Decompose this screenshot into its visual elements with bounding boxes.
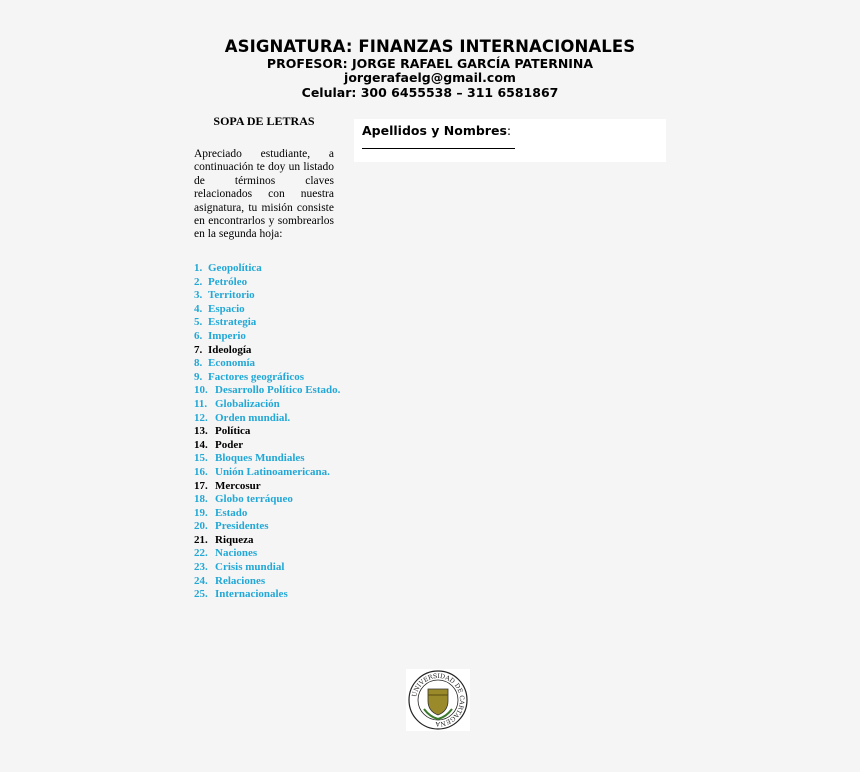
instructions-column — [194, 114, 334, 242]
term-text: Presidentes — [215, 520, 269, 533]
term-text: Mercosur — [215, 479, 261, 492]
name-box — [354, 119, 666, 162]
name-blank-line — [362, 148, 515, 149]
term-text: Geopolítica — [208, 262, 262, 274]
term-text: Globalización — [215, 397, 280, 410]
term-text: Imperio — [208, 329, 246, 342]
professor-line: PROFESOR: JORGE RAFAEL GARCÍA PATERNINA — [266, 56, 594, 71]
term-text: Espacio — [208, 302, 245, 315]
term-item — [194, 493, 354, 507]
section-title: SOPA DE LETRAS — [213, 114, 315, 128]
term-item — [194, 384, 354, 398]
term-number: 1. — [194, 262, 203, 274]
term-item — [194, 412, 354, 426]
term-text: Naciones — [215, 547, 258, 560]
document-title: ASIGNATURA: FINANZAS INTERNACIONALES — [224, 37, 636, 56]
term-item — [194, 262, 354, 276]
term-number: 18. — [194, 493, 208, 506]
term-number: 5. — [194, 316, 203, 329]
terms-list — [194, 262, 354, 602]
term-text: Estrategia — [208, 316, 257, 329]
term-number: 9. — [194, 370, 203, 383]
term-text: Factores geográficos — [208, 370, 305, 383]
term-item — [194, 547, 354, 561]
term-text: Territorio — [208, 289, 255, 302]
term-number: 20. — [194, 520, 208, 533]
term-text: Poder — [215, 438, 244, 451]
term-item — [194, 276, 354, 290]
term-item — [194, 520, 354, 534]
intro-paragraph: Apreciado estudiante, a continuación te doy un listado de términos claves relacionados con nuestra asignatura, tu misión consiste en encontrarlos y sombrearlos en la segunda hoja: — [194, 148, 334, 241]
term-item — [194, 289, 354, 303]
term-text: Petróleo — [208, 275, 248, 288]
phone-line: Celular: 300 6455538 – 311 6581867 — [301, 85, 559, 100]
term-item — [194, 357, 354, 371]
term-item — [194, 439, 354, 453]
term-text: Desarrollo Político Estado. — [215, 384, 341, 397]
term-item — [194, 561, 354, 575]
term-item — [194, 330, 354, 344]
term-number: 3. — [194, 289, 203, 302]
university-seal-icon — [406, 669, 470, 731]
term-text: Bloques Mundiales — [215, 452, 305, 465]
term-number: 12. — [194, 411, 208, 424]
term-item — [194, 466, 354, 480]
term-number: 23. — [194, 561, 208, 574]
term-text: Unión Latinoamericana. — [215, 465, 330, 478]
term-number: 4. — [194, 302, 203, 315]
term-number: 13. — [194, 425, 208, 438]
term-text: Crisis mundial — [215, 561, 285, 574]
term-text: Globo terráqueo — [215, 493, 293, 506]
term-text: Estado — [215, 506, 248, 519]
term-text: Orden mundial. — [215, 411, 291, 424]
term-number: 2. — [194, 275, 203, 288]
term-number: 17. — [194, 479, 208, 492]
term-item — [194, 371, 354, 385]
email-line: jorgerafaelg@gmail.com — [344, 70, 516, 85]
term-text: Internacionales — [215, 588, 288, 601]
term-item — [194, 316, 354, 330]
term-text: Ideología — [208, 343, 252, 356]
term-item — [194, 480, 354, 494]
term-number: 21. — [194, 533, 208, 546]
term-number: 15. — [194, 452, 208, 465]
term-text: Política — [215, 425, 251, 438]
university-seal — [406, 669, 470, 731]
term-item — [194, 534, 354, 548]
term-number: 14. — [194, 438, 208, 451]
term-text: Riqueza — [215, 533, 254, 546]
term-item — [194, 425, 354, 439]
name-label: Apellidos y Nombres: — [362, 123, 512, 138]
term-item — [194, 303, 354, 317]
term-number: 7. — [194, 343, 203, 356]
term-number: 19. — [194, 506, 208, 519]
term-number: 25. — [194, 588, 208, 601]
term-number: 24. — [194, 574, 208, 587]
term-number: 22. — [194, 547, 208, 560]
term-item — [194, 588, 354, 602]
term-item — [194, 452, 354, 466]
term-item — [194, 575, 354, 589]
term-text: Relaciones — [215, 574, 266, 587]
svg-text:UNIVERSIDAD DE CARTAGENA: UNIVERSIDAD DE CARTAGENA — [411, 672, 466, 728]
term-number: 10. — [194, 384, 208, 397]
term-text: Economía — [208, 357, 256, 370]
term-number: 8. — [194, 357, 203, 370]
term-item — [194, 344, 354, 358]
term-item — [194, 398, 354, 412]
term-number: 11. — [194, 397, 208, 410]
term-number: 6. — [194, 329, 203, 342]
term-item — [194, 507, 354, 521]
term-number: 16. — [194, 465, 208, 478]
